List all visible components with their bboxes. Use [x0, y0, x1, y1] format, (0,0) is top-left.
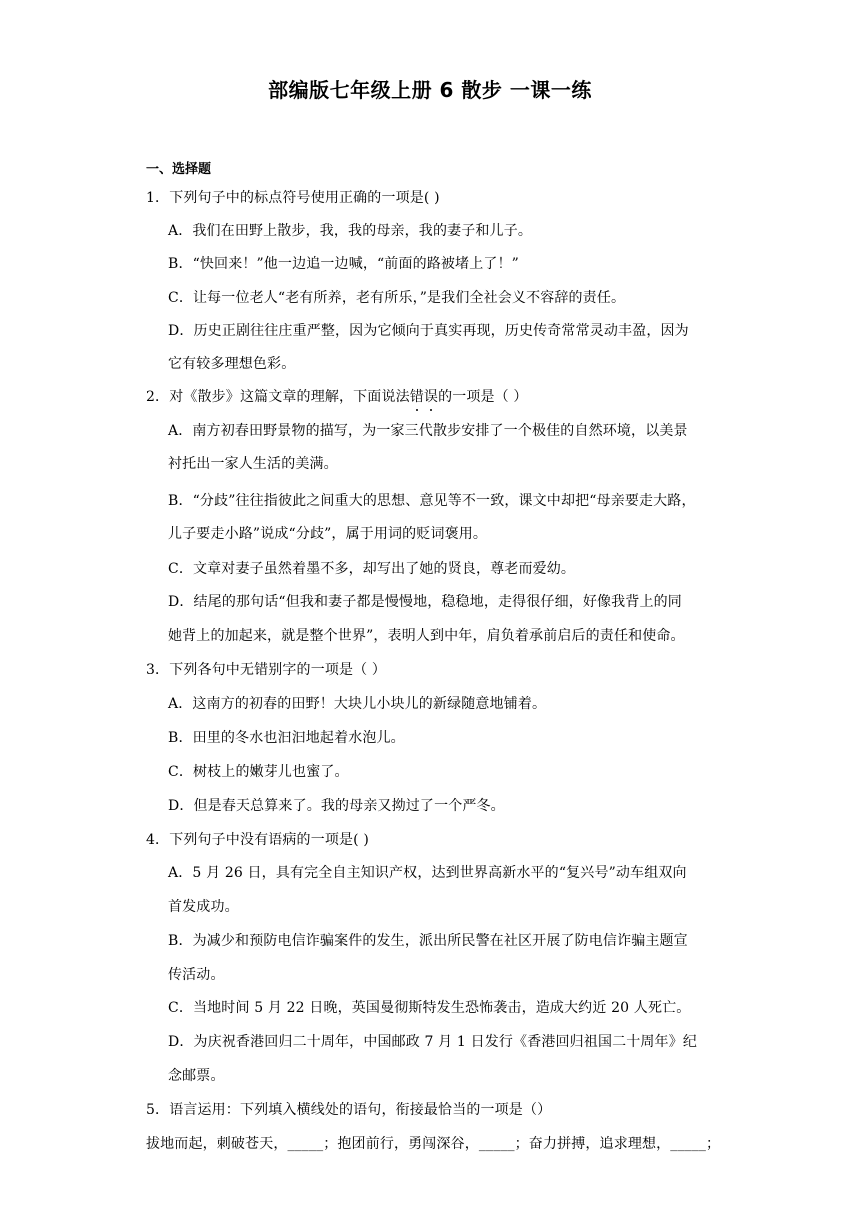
question-3-option-c: C．树枝上的嫩芽儿也蜜了。	[168, 764, 349, 780]
question-1-option-a: A．我们在田野上散步，我，我的母亲，我的妻子和儿子。	[168, 223, 533, 239]
question-2-stem	[146, 386, 528, 406]
emphasis-dot-char: 误	[424, 386, 438, 406]
question-4-option-d: D．为庆祝香港回归二十周年，中国邮政 7 月 1 日发行《香港回归祖国二十周年》纪	[168, 1034, 697, 1050]
emphasis-dot-char: 错	[410, 386, 424, 406]
question-3-option-d: D．但是春天总算来了。我的母亲又拗过了一个严冬。	[168, 798, 505, 814]
question-1-option-b: B．“快回来！”他一边追一边喊，“前面的路被堵上了！”	[168, 256, 519, 272]
document-title: 部编版七年级上册 6 散步 一课一练	[268, 78, 592, 102]
question-2-option-d-cont: 她背上的加起来，就是整个世界”，表明人到中年，肩负着承前启后的责任和使命。	[168, 628, 685, 644]
question-4-option-a: A．5 月 26 日，具有完全自主知识产权，达到世界高新水平的“复兴号”动车组双向	[168, 865, 687, 881]
question-3-option-b: B．田里的冬水也汩汩地起着水泡儿。	[168, 730, 405, 746]
question-1-option-c: C．让每一位老人“老有所养，老有所乐，”是我们全社会义不容辞的责任。	[168, 290, 626, 306]
question-1-option-d-cont: 它有较多理想色彩。	[168, 356, 296, 372]
question-4-option-b-cont: 传活动。	[168, 967, 225, 983]
question-2-option-b: B．“分歧”往往指彼此之间重大的思想、意见等不一致，课文中却把“母亲要走大路，	[168, 493, 696, 509]
question-2-option-a-cont: 衬托出一家人生活的美满。	[168, 456, 338, 472]
question-3-stem: 3．下列各句中无错别字的一项是（ ）	[146, 662, 387, 678]
question-4-option-c: C．当地时间 5 月 22 日晚，英国曼彻斯特发生恐怖袭击，造成大约近 20 人死亡。	[168, 1000, 691, 1016]
question-1-option-d: D．历史正剧往往庄重严整，因为它倾向于真实再现，历史传奇常常灵动丰盈，因为	[168, 323, 689, 339]
question-4-option-a-cont: 首发成功。	[168, 899, 239, 915]
question-1-stem: 1．下列句子中的标点符号使用正确的一项是( )	[146, 190, 440, 206]
question-2-stem-pre: 2．对《散步》这篇文章的理解，下面说法	[146, 389, 410, 405]
question-2-stem-post: 的一项是（ ）	[438, 389, 528, 405]
question-3-option-a: A．这南方的初春的田野！大块儿小块儿的新绿随意地铺着。	[168, 696, 547, 712]
question-4-option-d-cont: 念邮票。	[168, 1068, 225, 1084]
question-4-option-b: B．为减少和预防电信诈骗案件的发生，派出所民警在社区开展了防电信诈骗主题宣	[168, 933, 688, 949]
question-2-option-d: D．结尾的那句话“但我和妻子都是慢慢地，稳稳地，走得很仔细，好像我背上的同	[168, 594, 682, 610]
question-2-option-b-cont: 儿子要走小路”说成“分歧”，属于用词的贬词褒用。	[168, 526, 488, 542]
question-4-stem: 4．下列句子中没有语病的一项是( )	[146, 832, 369, 848]
question-2-option-a: A．南方初春田野景物的描写，为一家三代散步安排了一个极佳的自然环境，以美景	[168, 423, 688, 439]
section-heading: 一、选择题	[146, 162, 212, 177]
question-5-stem: 5．语言运用：下列填入横线处的语句，衔接最恰当的一项是（）	[146, 1102, 552, 1118]
question-5-context: 拔地而起，刺破苍天，_____；抱团前行，勇闯深谷，_____；奋力拼搏，追求理想，_____；	[146, 1136, 721, 1152]
question-2-option-c: C．文章对妻子虽然着墨不多，却写出了她的贤良，尊老而爱幼。	[168, 561, 576, 577]
